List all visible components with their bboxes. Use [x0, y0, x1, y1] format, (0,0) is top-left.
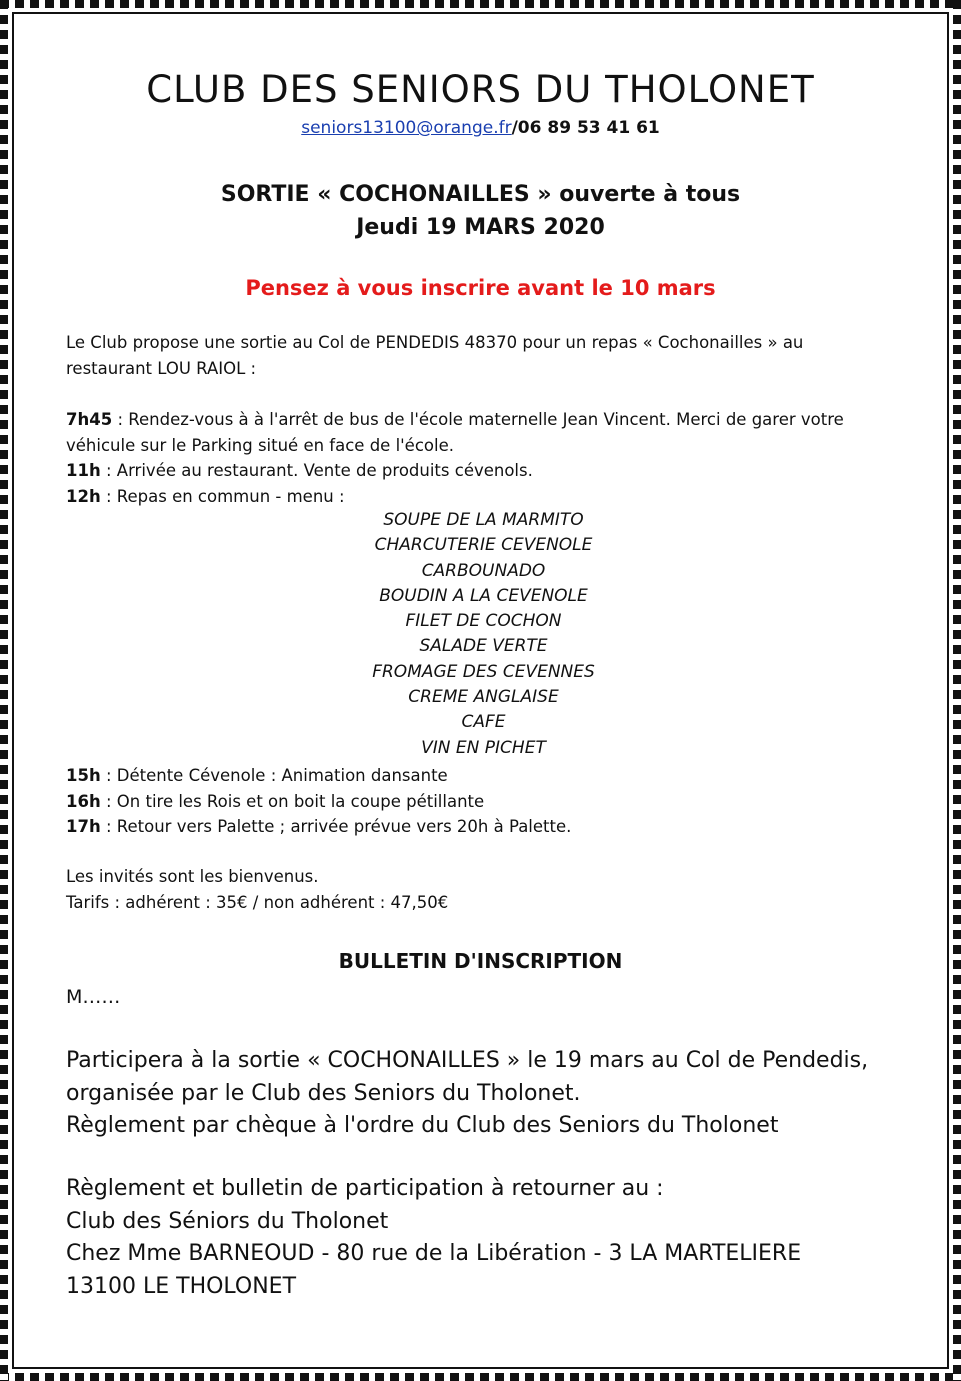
return-address-block — [66, 1173, 926, 1303]
schedule-time: 12h — [66, 486, 101, 506]
schedule-time: 17h — [66, 817, 101, 836]
bulletin-title: BULLETIN D'INSCRIPTION — [338, 949, 623, 973]
outing-title: SORTIE « COCHONAILLES » ouverte à tous — [220, 182, 741, 207]
border-bottom — [0, 1373, 961, 1381]
schedule-item: 16h : On tire les Rois et on boit la coupe pétillante — [66, 791, 485, 811]
schedule-text: On tire les Rois et on boit la coupe pétillante — [116, 791, 485, 811]
registration-reminder: Pensez à vous inscrire avant le 10 mars — [245, 276, 716, 300]
schedule-afternoon — [66, 763, 886, 840]
name-line: M…… — [66, 986, 121, 1008]
menu-item: FROMAGE DES CEVENNES — [372, 661, 595, 682]
contact-line — [0, 118, 961, 138]
intro-paragraph: Le Club propose une sortie au Col de PENDEDIS 48370 pour un repas « Cochonailles » au restaurant LOU RAIOL : — [66, 333, 804, 378]
border-top — [0, 0, 961, 8]
menu-item: CHARCUTERIE CEVENOLE — [374, 535, 593, 556]
menu-item: BOUDIN A LA CEVENOLE — [379, 585, 588, 606]
guests-note: Les invités sont les bienvenus. — [66, 867, 319, 886]
schedule-text: Repas en commun - menu : — [116, 486, 345, 506]
schedule-item: 11h : Arrivée au restaurant. Vente de produits cévenols. — [66, 461, 533, 480]
return-club: Club des Séniors du Tholonet — [66, 1208, 389, 1234]
menu-item: VIN EN PICHET — [421, 737, 546, 758]
menu-item: SOUPE DE LA MARMITO — [383, 510, 584, 530]
schedule-item: 15h : Détente Cévenole : Animation dansante — [66, 766, 448, 785]
menu-item: CREME ANGLAISE — [408, 687, 559, 708]
return-street: Chez Mme BARNEOUD - 80 rue de la Libération - 3 LA MARTELIERE — [66, 1241, 802, 1266]
return-instruction: Règlement et bulletin de participation à retourner au : — [66, 1176, 664, 1201]
pricing-block — [66, 864, 886, 915]
outing-heading — [0, 178, 961, 244]
schedule-text: Arrivée au restaurant. Vente de produits cévenols. — [116, 461, 533, 480]
menu-list — [0, 508, 961, 761]
schedule-item: 17h : Retour vers Palette ; arrivée prévue vers 20h à Palette. — [66, 817, 572, 836]
schedule-item: 12h : Repas en commun - menu : — [66, 486, 345, 506]
phone-number: /06 89 53 41 61 — [511, 118, 660, 138]
return-city: 13100 LE THOLONET — [66, 1273, 297, 1299]
schedule-text: Rendez-vous à à l'arrêt de bus de l'école maternelle Jean Vincent. Merci de garer votre véhicule sur le Parking situé en face de l'école. — [66, 410, 844, 455]
participation-line: Participera à la sortie « COCHONAILLES » le 19 mars au Col de Pendedis, — [66, 1048, 869, 1073]
schedule-time: 15h — [66, 766, 101, 785]
schedule-text: Détente Cévenole : Animation dansante — [116, 766, 448, 785]
menu-item: CAFE — [461, 712, 506, 733]
participation-block — [66, 1045, 926, 1143]
prices-text: Tarifs : adhérent : 35€ / non adhérent : 47,50€ — [66, 892, 449, 912]
participation-line: Règlement par chèque à l'ordre du Club des Seniors du Tholonet — [66, 1113, 779, 1138]
participation-line: organisée par le Club des Seniors du Tholonet. — [66, 1080, 581, 1106]
schedule-time: 11h — [66, 461, 101, 480]
menu-item: FILET DE COCHON — [405, 611, 562, 632]
schedule-time: 16h — [66, 791, 101, 811]
menu-item: CARBOUNADO — [421, 560, 546, 581]
schedule-item: 7h45 : Rendez-vous à à l'arrêt de bus de l'école maternelle Jean Vincent. Merci de garer votre véhicule sur le Parking situé en face de l'école. — [66, 410, 844, 455]
outing-date: Jeudi 19 MARS 2020 — [356, 215, 605, 240]
menu-item: SALADE VERTE — [419, 636, 548, 657]
schedule-time: 7h45 — [66, 410, 113, 429]
email-link[interactable]: seniors13100@orange.fr — [301, 118, 512, 138]
schedule-morning — [66, 407, 886, 509]
club-title: CLUB DES SENIORS DU THOLONET — [146, 68, 815, 111]
schedule-text: Retour vers Palette ; arrivée prévue vers 20h à Palette. — [116, 817, 572, 836]
